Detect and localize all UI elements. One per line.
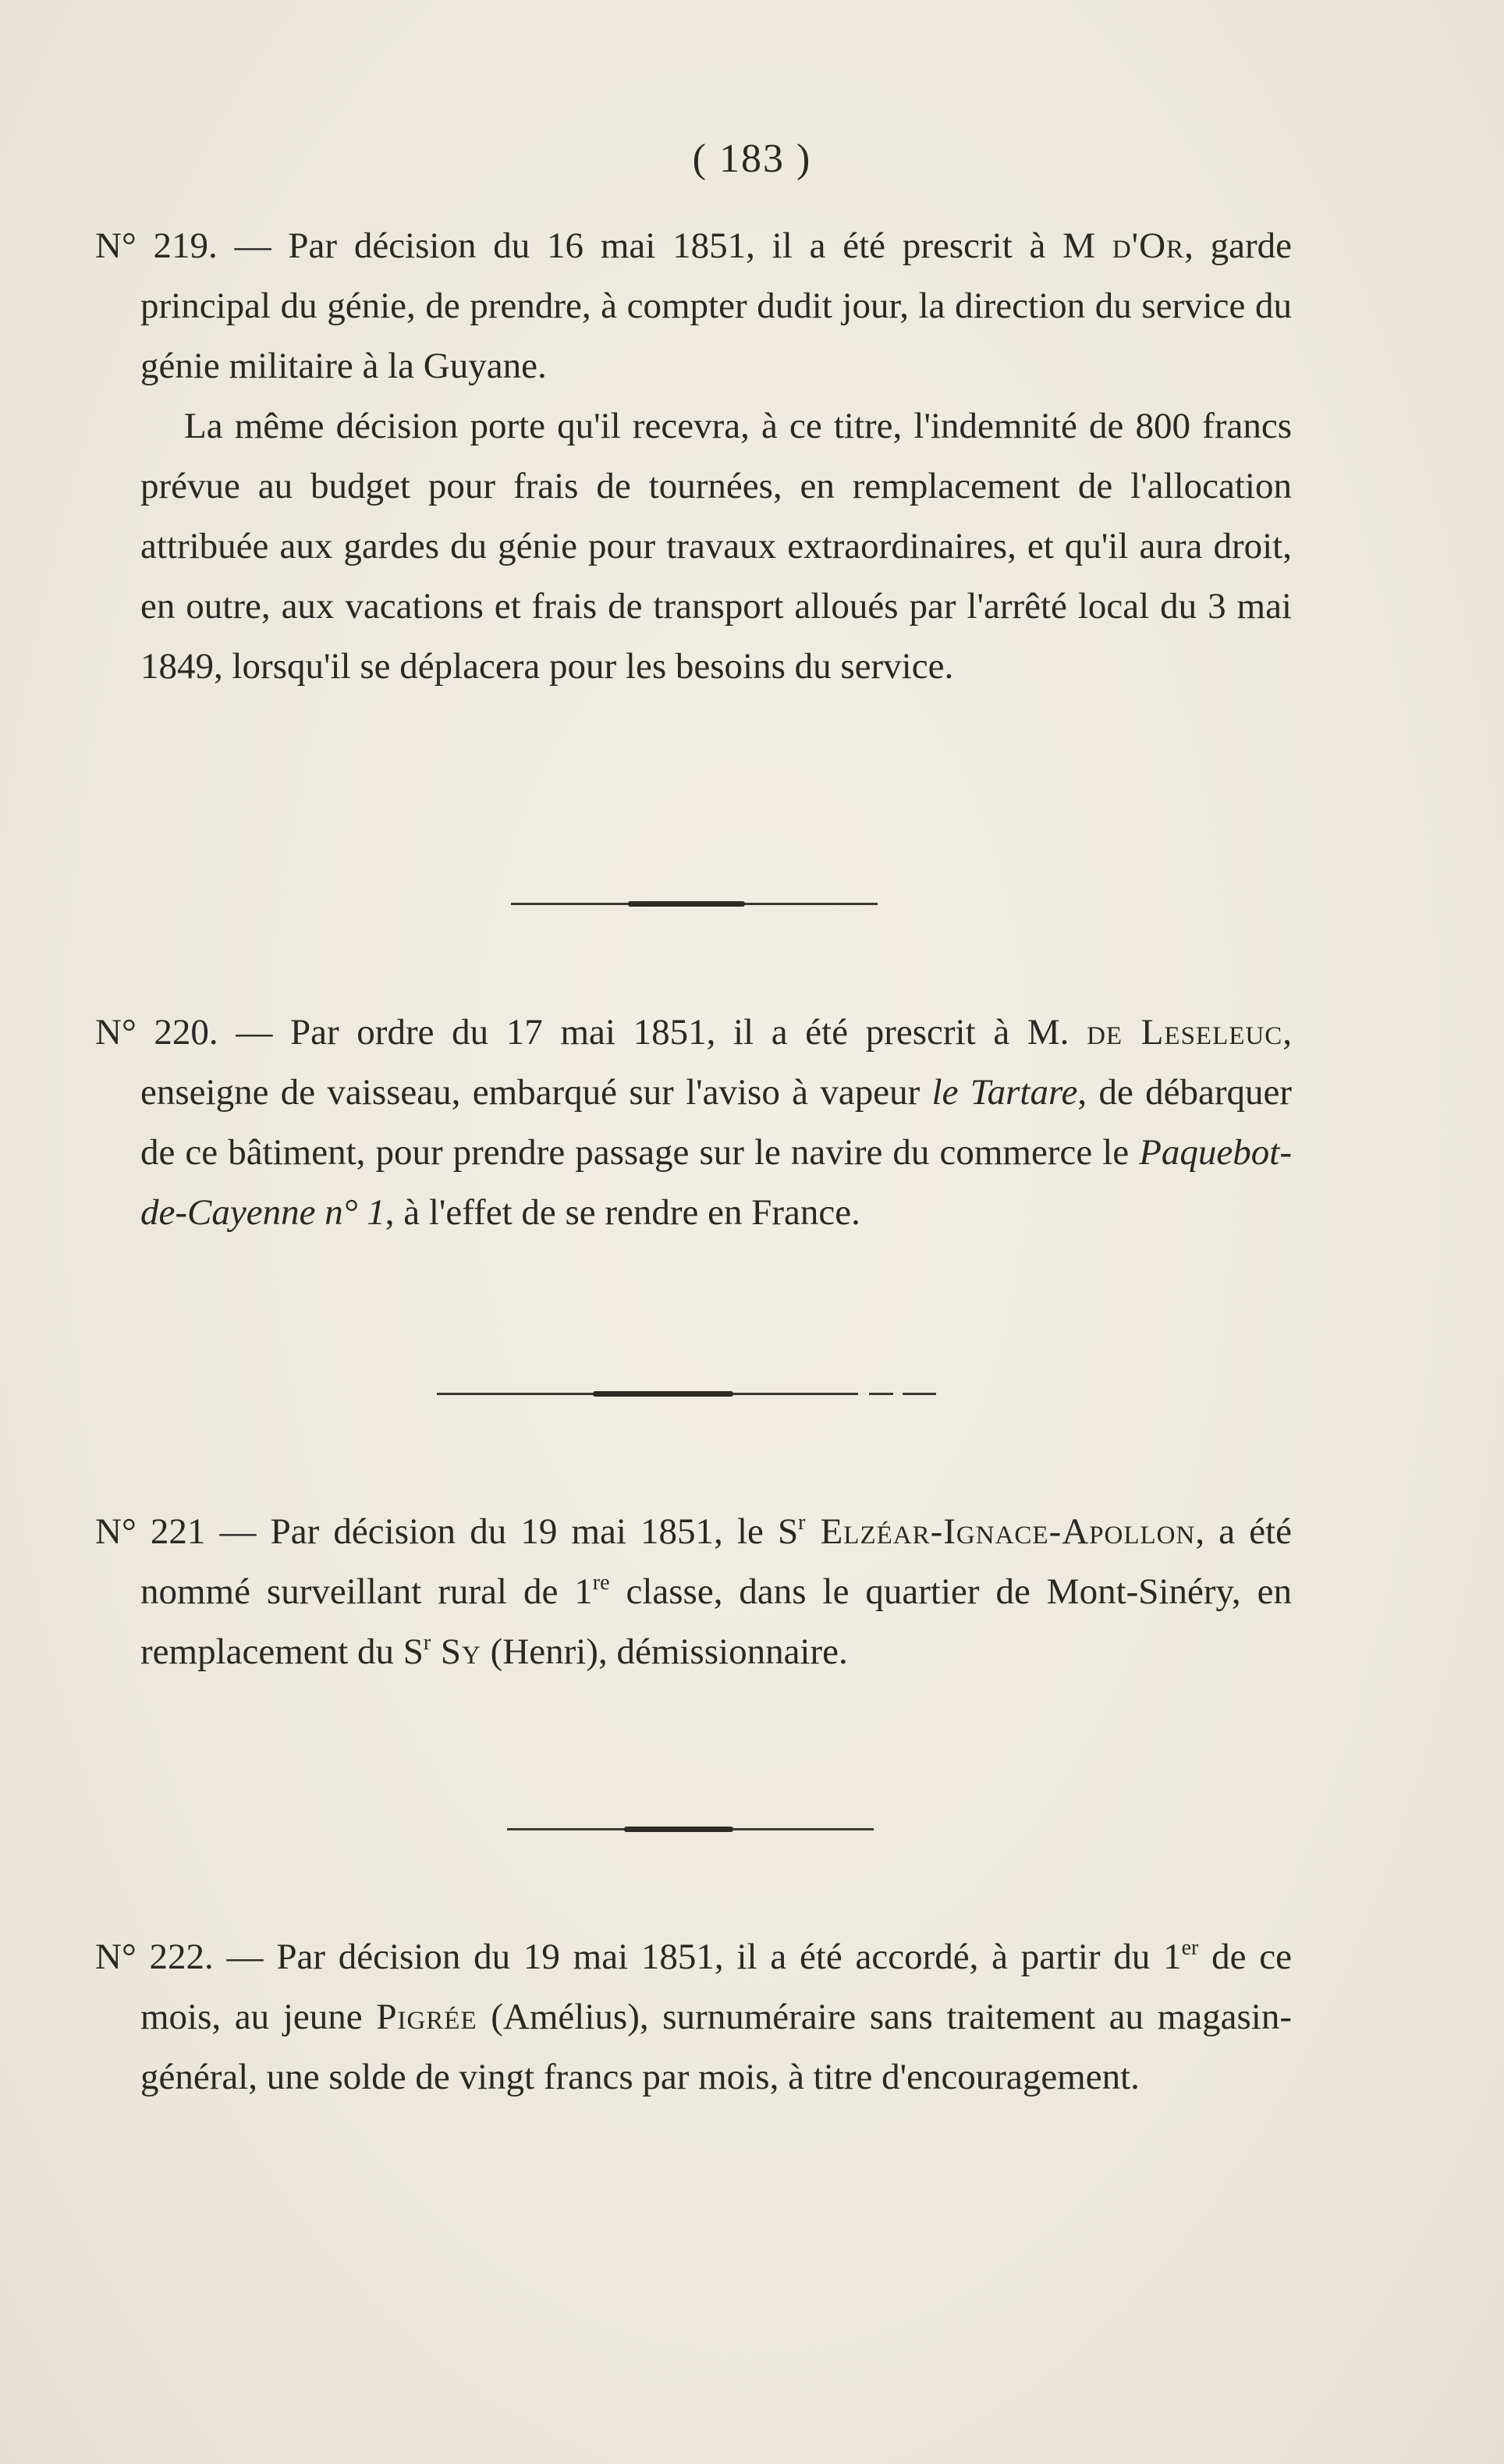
ship-name: le Tartare	[931, 1072, 1078, 1113]
entry-221	[95, 1502, 1292, 1682]
separator-rule	[511, 903, 878, 905]
separator-rule	[507, 1828, 874, 1830]
entry-220-paragraph: N° 220. — Par ordre du 17 mai 1851, il a été prescrit à M. de Leseleuc, enseigne de vaisseau, embarqué sur l'aviso à vapeur le Tartare, de débarquer de ce bâtiment, pour prendre passage sur le navire du commerce le Paquebot-de-Cayenne n° 1, à l'effet de se rendre en France.	[95, 1012, 1293, 1233]
person-name: Sy	[431, 1631, 481, 1672]
person-name: de Leseleuc	[1087, 1012, 1283, 1053]
entry-222-paragraph: N° 222. — Par décision du 19 mai 1851, il a été accordé, à partir du 1er de ce mois, au jeune Pigrée (Amélius), surnuméraire sans traitement au magasin-général, une solde de vingt francs par mois, à titre d'encouragement.	[95, 1936, 1293, 2097]
entry-number: N° 222.	[95, 1937, 214, 1977]
entry-219-paragraph-1: N° 219. — Par décision du 16 mai 1851, il a été prescrit à M d'Or, garde principal du génie, de prendre, à compter dudit jour, la direction du service du génie militaire à la Guyane.	[95, 225, 1292, 386]
person-name: Pigrée	[376, 1997, 477, 2037]
entry-220	[95, 1003, 1292, 1243]
entry-219-paragraph-2: La même décision porte qu'il recevra, à ce titre, l'indemnité de 800 francs prévue au budget pour frais de tournées, en remplacement de l'allocation attribuée aux gardes du génie pour travaux extraordinaires, et qu'il aura droit, en outre, aux vacations et frais de transport alloués par l'arrêté local du 3 mai 1849, lorsqu'il se déplacera pour les besoins du service.	[140, 406, 1292, 687]
entry-222	[95, 1927, 1292, 2107]
entry-number: N° 219.	[95, 225, 218, 266]
entry-number: N° 220.	[95, 1012, 218, 1053]
person-name: Elzéar-Ignace-Apollon	[805, 1511, 1196, 1552]
vessel-name: Paquebot-de-Cayenne n° 1	[140, 1132, 1292, 1233]
entry-219	[95, 216, 1292, 697]
page-number: ( 183 )	[692, 137, 812, 181]
separator-rule	[437, 1393, 936, 1395]
entry-221-paragraph: N° 221 — Par décision du 19 mai 1851, le $S^r$ Elzéar-Ignace-Apollon, a été nommé surveillant rural de 1re classe, dans le quartier de Mont-Sinéry, en remplacement du $S^r$ Sy (Henri), démissionnaire.	[95, 1511, 1293, 1672]
person-name: d'Or	[1112, 225, 1185, 266]
entry-number: N° 221	[95, 1511, 206, 1552]
